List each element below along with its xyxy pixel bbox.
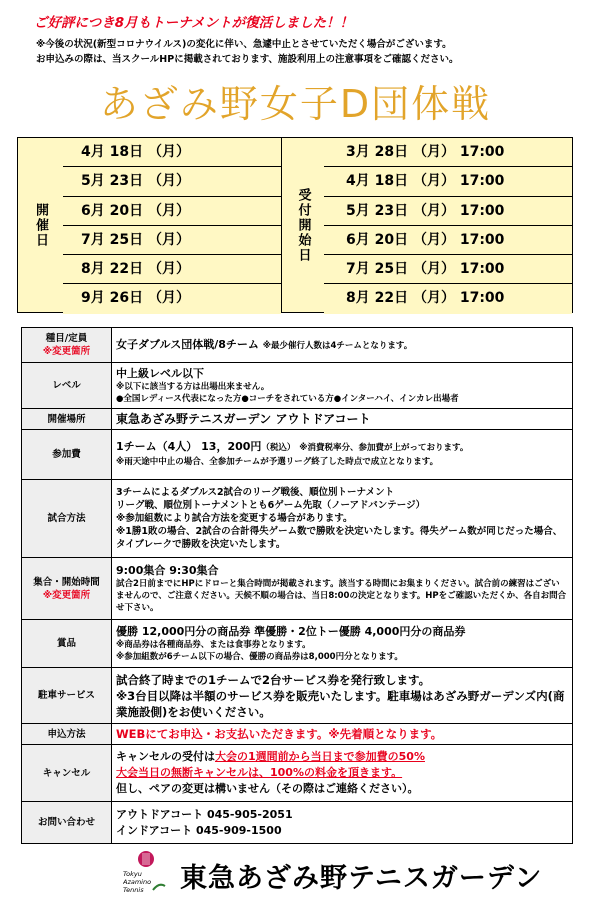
parking-value-cell [112,668,573,724]
apply-value: WEBにてお申込・お支払いただきます。※先着順となります。 [112,724,573,745]
info-table [21,327,573,844]
azamino-logo-icon [123,848,169,898]
reception-date-label: 受付開始日 [282,138,325,312]
prize-value-cell [112,620,573,668]
prize-note: ※参加組数が6チーム以下の場合、優勝の商品券は8,000円分となります。 [116,651,403,662]
reception-date-cell: 8月 22日 （月） 17:00 [324,284,572,313]
reception-date-cell: 5月 23日 （月） 17:00 [324,197,572,226]
prize-label: 賞品 [22,620,112,668]
time-label: 集合・開始時間 [33,576,100,588]
cancel-text: キャンセルの受付は [116,750,215,763]
format-line: ※1勝1敗の場合、2試合の合計得失ゲーム数で勝敗を決定いたします。得失ゲーム数が同じだった場合、タイブレークで勝敗を決定いたします。 [116,526,563,550]
changed-mark: ※変更箇所 [42,589,91,601]
format-line: 3チームによるダブルス2試合のリーグ戦後、順位別トーナメント [116,487,395,498]
level-note: ※以下に該当する方は出場出来ません。 [116,381,270,392]
logo-text: Azamino [123,878,152,886]
event-date-cell: 7月 25日 （月） [63,226,281,255]
notice [36,37,576,67]
event-date-cell: 5月 23日 （月） [63,167,281,196]
fee-value-cell [112,430,573,480]
reception-date-cell: 7月 25日 （月） 17:00 [324,255,572,284]
level-value-cell [112,363,573,409]
reception-date-column [324,138,572,312]
time-note: 試合2日前までにHPにドローと集合時間が掲載されます。該当する時間にお集まりください。試合前の練習はございませんので、ご注意ください。天候不順の場合は、当日8:00の決定となります。HPをご確認いただくか、各自お問合せ下さい。 [116,578,567,613]
level-note: ●全国レディース代表になった方●コーチをされている方●インターハイ、インカレ出場者 [116,393,459,404]
contact-value-cell [112,802,573,844]
type-value-cell [112,328,573,363]
fee-main: 1チーム（4人） 13，200円 [116,440,262,453]
schedule-table [17,137,573,313]
venue-label: 開催場所 [22,409,112,430]
event-date-column [63,138,282,312]
headline: ご好評につき8月もトーナメントが復活しました！！ [34,15,354,31]
level-value: 中上級レベル以下 [116,366,204,380]
prize-main: 優勝 12,000円分の商品券 準優勝・2位トー優勝 4,000円分の商品券 [116,624,466,638]
contact-label: お問い合わせ [22,802,112,844]
fee-note: ※雨天途中中止の場合、全参加チームが予選リーグ終了した時点で成立となります。 [116,457,439,467]
logo-text: Tennis [123,886,144,894]
fee-note: ※消費税率分、参加費が上がっております。 [299,443,469,453]
venue-value: 東急あざみ野テニスガーデン アウトドアコート [112,409,573,430]
reception-date-cell: 3月 28日 （月） 17:00 [324,138,572,167]
time-value-cell [112,558,573,620]
reception-date-cell: 6月 20日 （月） 17:00 [324,226,572,255]
parking-line: 試合終了時までの1チームで2台サービス券を発行致します。 [116,672,431,687]
parking-label: 駐車サービス [22,668,112,724]
footer-brand-name: 東急あざみ野テニスガーデン [180,863,543,894]
changed-mark: ※変更箇所 [42,346,91,357]
type-label: 種目/定員 [45,333,88,344]
cancel-value-cell [112,745,573,802]
time-label-cell [22,558,112,620]
parking-line: ※3台目以降は半額のサービス券を販売いたします。駐車場はあざみ野ガーデンズ内(商業施設側)をお使いください。 [116,688,565,719]
cancel-policy-highlight: 大会の1週間前から当日まで参加費の50% [215,750,425,763]
notice-line: お申込みの際は、当スクールHPに掲載されております、施設利用上の注意事項をご確認ください。 [36,54,459,65]
page-title: あざみ野女子D団体戦 [99,82,492,126]
notice-line: ※今後の状況(新型コロナウイルス)の変化に伴い、急遽中止とさせていただく場合がございます。 [36,39,452,50]
cancel-noshow-policy: 大会当日の無断キャンセルは、100%の料金を頂きます。 [116,766,403,779]
azamino-logo [123,848,169,898]
apply-label: 申込方法 [22,724,112,745]
prize-note: ※商品券は各種商品券、または食事券となります。 [116,639,311,650]
type-note: ※最少催行人数は4チームとなります。 [262,340,413,351]
fee-label: 参加費 [22,430,112,480]
logo-text: Tokyu [123,870,142,878]
format-line: ※参加組数により試合方法を変更する場合があります。 [116,513,353,524]
format-value-cell [112,480,573,558]
cancel-label: キャンセル [22,745,112,802]
type-value: 女子ダブルス団体戦/8チーム [116,337,259,351]
event-date-cell: 6月 20日 （月） [63,197,281,226]
time-value: 9:00集合 9:30集合 [116,563,219,577]
format-label: 試合方法 [22,480,112,558]
contact-indoor: インドアコート 045-909-1500 [116,823,282,837]
level-label: レベル [22,363,112,409]
contact-outdoor: アウトドアコート 045-905-2051 [116,807,293,821]
event-date-cell: 8月 22日 （月） [63,255,281,284]
cancel-pair-change: 但し、ペアの変更は構いません（その際はご連絡ください）。 [116,782,419,795]
reception-date-cell: 4月 18日 （月） 17:00 [324,167,572,196]
event-date-cell: 9月 26日 （月） [63,284,281,313]
event-date-cell: 4月 18日 （月） [63,138,281,167]
format-line: リーグ戦、順位別トーナメントとも6ゲーム先取（ノーアドバンテージ） [116,500,426,511]
fee-tax: （税込） [261,443,296,453]
event-date-label: 開催日 [18,138,64,312]
type-label-cell [22,328,112,363]
